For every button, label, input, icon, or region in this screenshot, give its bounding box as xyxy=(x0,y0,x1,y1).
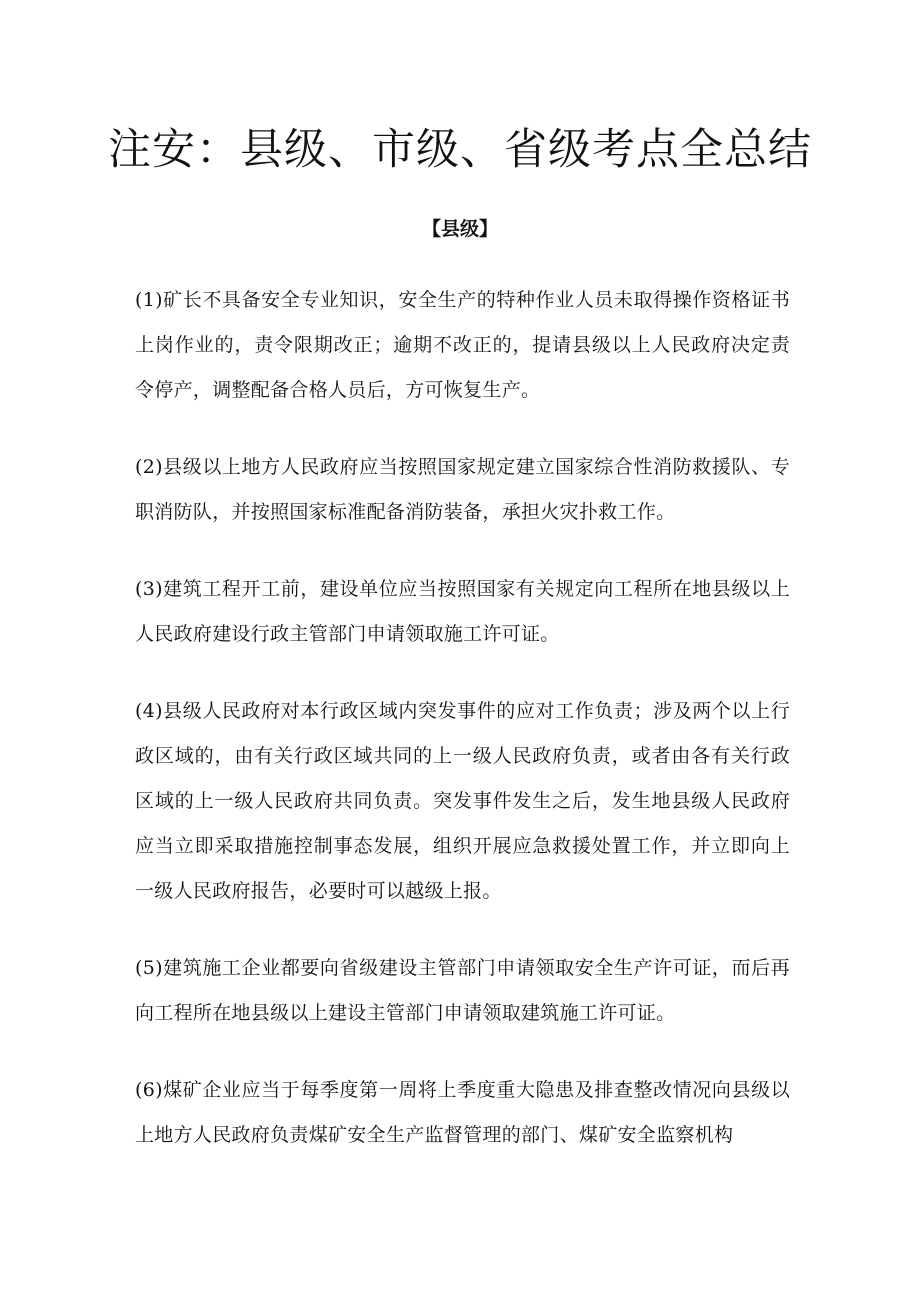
item-number: (6) xyxy=(135,1079,163,1101)
document-title: 注安：县级、市级、省级考点全总结 xyxy=(108,125,812,175)
item-text: 煤矿企业应当于每季度第一周将上季度重大隐患及排查整改情况向县级以上地方人民政府负责煤矿安全生产监督管理的部门、煤矿安全监察机构 xyxy=(135,1079,790,1146)
section-heading-county: 【县级】 xyxy=(421,218,498,240)
item-text: 建筑施工企业都要向省级建设主管部门申请领取安全生产许可证，而后再向工程所在地县级以上建设主管部门申请领取建筑施工许可证。 xyxy=(135,957,790,1024)
item-text: 县级以上地方人民政府应当按照国家规定建立国家综合性消防救援队、专职消防队，并按照国家标准配备消防装备，承担火灾扑救工作。 xyxy=(135,456,790,523)
item-text: 建筑工程开工前，建设单位应当按照国家有关规定向工程所在地县级以上人民政府建设行政主管部门申请领取施工许可证。 xyxy=(135,578,790,645)
list-item xyxy=(135,946,790,1036)
list-item xyxy=(135,567,790,657)
item-text: 矿长不具备安全专业知识，安全生产的特种作业人员未取得操作资格证书上岗作业的，责令限期改正；逾期不改正的，提请县级以上人民政府决定责令停产，调整配备合格人员后，方可恢复生产。 xyxy=(135,289,790,401)
item-text: 县级人民政府对本行政区域内突发事件的应对工作负责；涉及两个以上行政区域的，由有关行政区域共同的上一级人民政府负责，或者由各有关行政区域的上一级人民政府共同负责。突发事件发生之后，发生地县级人民政府应当立即采取措施控制事态发展，组织开展应急救援处置工作，并立即向上一级人民政府报告，必要时可以越级上报。 xyxy=(135,700,790,902)
item-number: (5) xyxy=(135,957,163,979)
list-item xyxy=(135,278,790,413)
list-item xyxy=(135,1068,790,1158)
item-number: (4) xyxy=(135,700,163,722)
item-number: (1) xyxy=(135,289,163,311)
item-number: (2) xyxy=(135,456,163,478)
list-item xyxy=(135,445,790,535)
list-item xyxy=(135,689,790,914)
item-number: (3) xyxy=(135,578,163,600)
